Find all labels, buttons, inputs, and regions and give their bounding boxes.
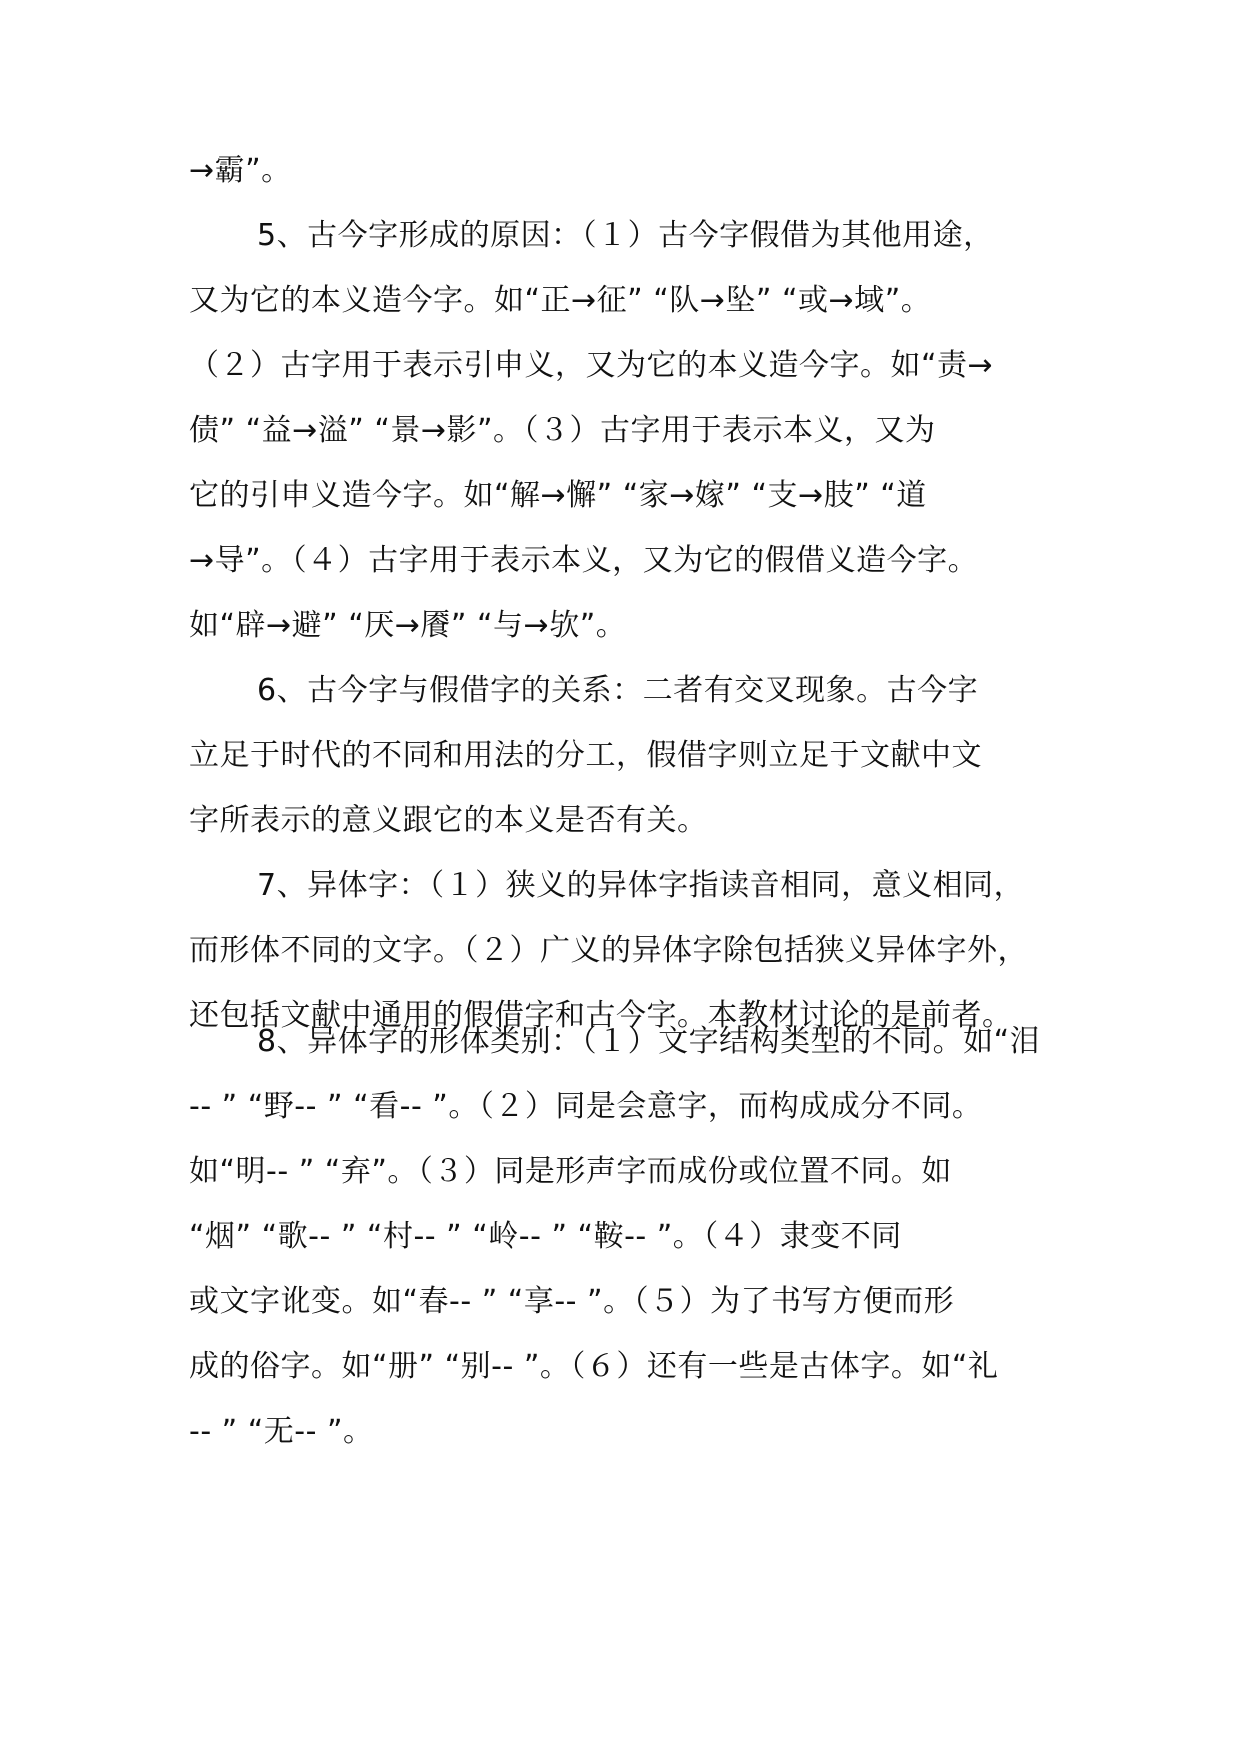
paragraph-5-line: 5、古今字形成的原因：（１）古今字假借为其他用途， <box>257 218 994 253</box>
text-line: 债” “益→溢” “景→影”。（３）古字用于表示本义，又为 <box>189 413 936 448</box>
text-line: （２）古字用于表示引申义，又为它的本义造今字。如“责→ <box>189 348 994 383</box>
text-line: -- ” “野-- ” “看-- ”。（２）同是会意字，而构成成分不同。 <box>189 1089 983 1124</box>
text-line: 又为它的本义造今字。如“正→征” “队→坠” “或→域”。 <box>189 283 932 318</box>
text-line: -- ” “无-- ”。 <box>189 1414 374 1449</box>
text-line: 如“辟→避” “厌→餍” “与→欤”。 <box>189 608 627 643</box>
text-section-1 <box>189 138 1055 1048</box>
text-line: 它的引申义造今字。如“解→懈” “家→嫁” “支→肢” “道 <box>189 478 927 513</box>
text-section-2 <box>189 1009 1055 1464</box>
text-line: “烟” “歌-- ” “村-- ” “岭-- ” “鞍-- ”。（４）隶变不同 <box>189 1219 902 1254</box>
paragraph-8-line: 8、异体字的形体类别：（１）文字结构类型的不同。如“泪 <box>257 1024 1041 1059</box>
text-line: 而形体不同的文字。（２）广义的异体字除包括狭义异体字外， <box>189 933 1028 968</box>
text-line: →霸”。 <box>189 153 292 188</box>
text-line: 字所表示的意义跟它的本义是否有关。 <box>189 803 708 838</box>
text-line: 如“明-- ” “弃”。（３）同是形声字而成份或位置不同。如 <box>189 1154 952 1189</box>
text-line: 还包括文献中通用的假借字和古今字。本教材讨论的是前者。 <box>189 998 1013 1033</box>
text-line: 或文字讹变。如“春-- ” “享-- ”。（５）为了书写方便而形 <box>189 1284 955 1319</box>
paragraph-6-line: 6、古今字与假借字的关系：二者有交叉现象。古今字 <box>257 673 979 708</box>
text-line: 立足于时代的不同和用法的分工，假借字则立足于文献中文 <box>189 738 982 773</box>
text-line: →导”。（４）古字用于表示本义，又为它的假借义造今字。 <box>189 543 979 578</box>
text-line: 成的俗字。如“册” “别-- ”。（６）还有一些是古体字。如“礼 <box>189 1349 999 1384</box>
paragraph-7-line: 7、异体字：（１）狭义的异体字指读音相同，意义相同， <box>257 868 1025 903</box>
